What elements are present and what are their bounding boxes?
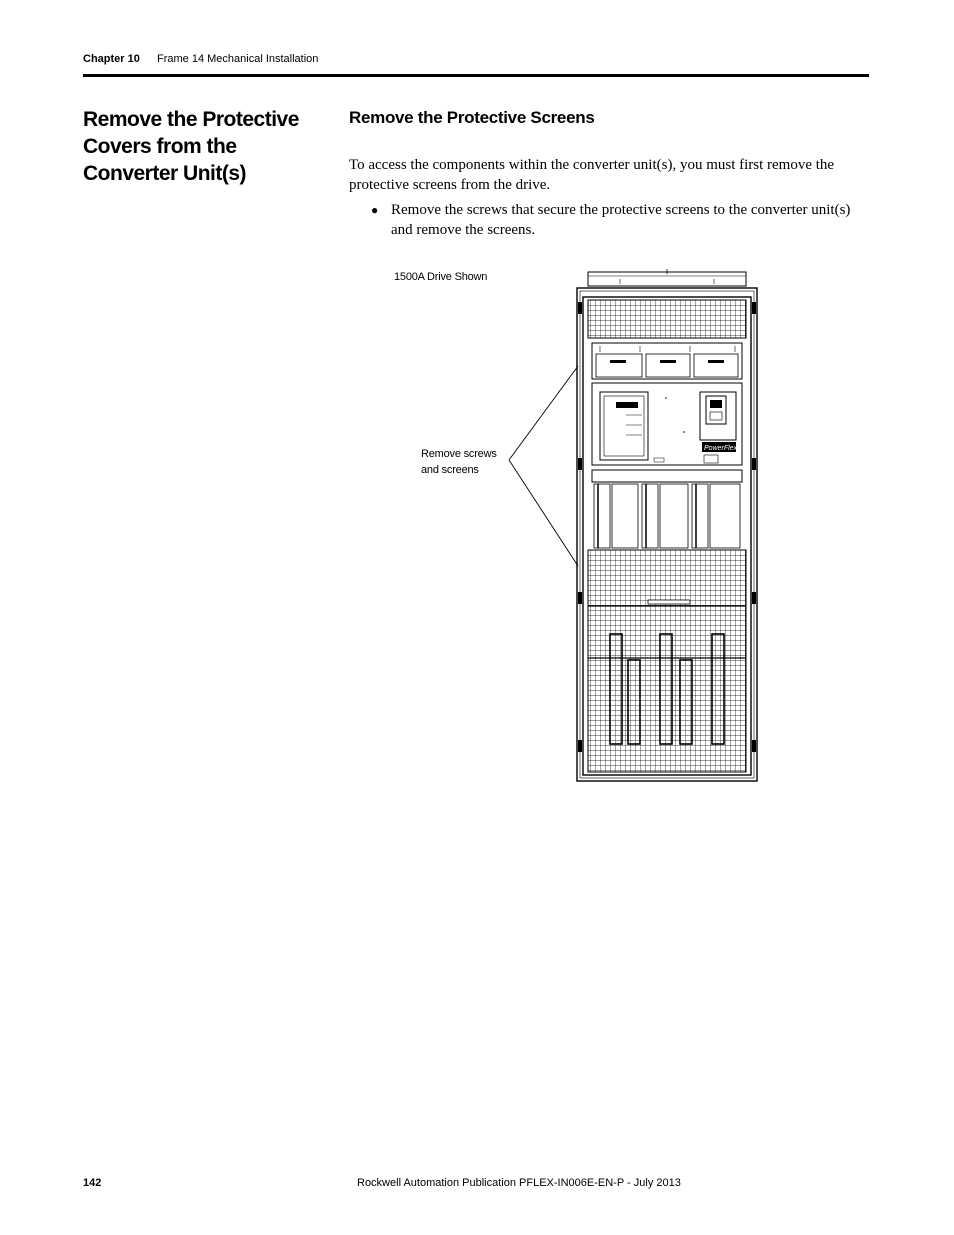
top-protective-screen: [588, 300, 746, 338]
lower-protective-screen: [588, 550, 746, 772]
intro-paragraph: To access the components within the converter unit(s), you must first remove the protective screens from the drive.: [349, 157, 835, 193]
chapter-title: Frame 14 Mechanical Installation: [157, 53, 319, 65]
publication-info: Rockwell Automation Publication PFLEX-IN006E-EN-P - July 2013: [357, 1177, 681, 1189]
control-pod: [592, 383, 742, 465]
bullet-text: Remove the screws that secure the protective screens to the converter unit(s) and remove the screens.: [391, 202, 851, 238]
dc-busbar-section: [592, 470, 742, 548]
powerflex-logo: PowerFlex: [704, 445, 738, 452]
callout-lines: [509, 366, 578, 566]
cabinet-roof: [588, 269, 746, 286]
section-heading: Remove the Protective Covers from the Converter Unit(s): [83, 108, 299, 185]
figure-caption: 1500A Drive Shown: [394, 271, 488, 283]
chapter-label: Chapter 10: [83, 53, 140, 65]
subsection-heading: Remove the Protective Screens: [349, 108, 595, 127]
fan-modules: [592, 343, 742, 379]
bullet-icon: ●: [371, 203, 379, 217]
callout-line-1: Remove screws: [421, 448, 497, 460]
callout-line-2: and screens: [421, 464, 479, 476]
page-number: 142: [83, 1177, 102, 1189]
